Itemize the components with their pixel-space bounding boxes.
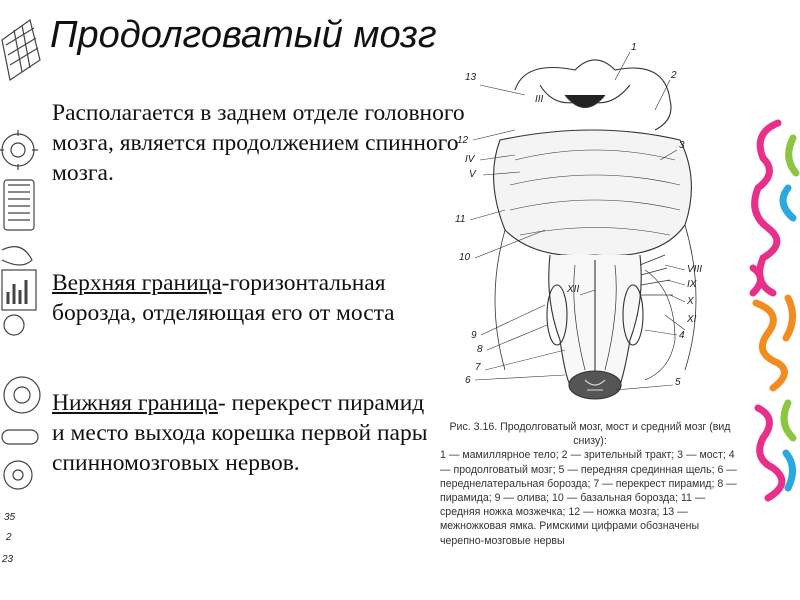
gear-icon	[2, 134, 34, 166]
fig-label-V: V	[469, 169, 476, 180]
medulla-anatomy-figure	[445, 40, 745, 420]
fig-label-11: 11	[455, 214, 466, 225]
fig-label-12: 12	[457, 135, 469, 146]
fig-label-III: III	[535, 94, 544, 105]
figure-caption-legend: 1 — мамиллярное тело; 2 — зрительный тракт; 3 — мост; 4 — продолговатый мозг; 5 — передняя срединная щель; 6 — переднелатеральная борозда; 7 — перекрест пирамид; 8 — пирамида; 9 — олива; 10 — базальная борозда; 11 — средняя ножка мозжечка; 12 — ножка мозга; 13 — межножковая ямка. Римскими цифрами обозначены черепно-мозговые нервы	[440, 449, 737, 547]
fig-label-VIII: VIII	[687, 264, 703, 275]
fig-label-2: 2	[671, 70, 677, 81]
magenta-stripe	[755, 123, 778, 293]
right-brain-pattern-decoration	[748, 118, 800, 503]
fig-label-6: 6	[465, 375, 471, 386]
left-number-3: 23	[2, 554, 14, 565]
lower-boundary-label: Нижняя граница	[52, 390, 218, 416]
fig-label-5: 5	[675, 377, 681, 388]
intro-paragraph: Располагается в заднем отделе головного мозга, является продолжением спинного мозга.	[52, 100, 465, 186]
upper-boundary-label: Верхняя граница	[52, 270, 222, 296]
figure-caption-heading: Рис. 3.16. Продолговатый мозг, мост и средний мозг (вид снизу):	[449, 421, 731, 448]
upper-boundary-paragraph	[52, 268, 432, 328]
slide-title: Продолговатый мозг	[50, 14, 437, 56]
lower-boundary-paragraph	[52, 388, 432, 478]
left-number-1: 35	[4, 512, 16, 523]
figure-caption	[440, 420, 740, 548]
fig-label-13: 13	[465, 72, 477, 83]
fig-label-XI: XI	[687, 314, 697, 325]
fig-label-8: 8	[477, 344, 483, 355]
left-doodle-decoration	[0, 0, 48, 600]
fig-label-XII: XII	[567, 284, 580, 295]
fig-label-4: 4	[679, 330, 685, 341]
fig-label-7: 7	[475, 362, 481, 373]
fig-label-1: 1	[631, 42, 637, 53]
fig-label-9: 9	[471, 330, 477, 341]
fig-label-IV: IV	[465, 154, 475, 165]
fig-label-IX: IX	[687, 279, 697, 290]
left-number-2: 2	[6, 532, 12, 543]
upper-boundary-text: -горизонтальная борозда, отделяющая его от моста	[52, 270, 395, 326]
fig-label-3: 3	[679, 140, 685, 151]
fig-label-X: X	[687, 296, 694, 307]
lower-boundary-text: - перекрест пирамид и место выхода корешка первой пары спинномозговых нервов.	[52, 390, 428, 476]
fig-label-10: 10	[459, 252, 471, 263]
